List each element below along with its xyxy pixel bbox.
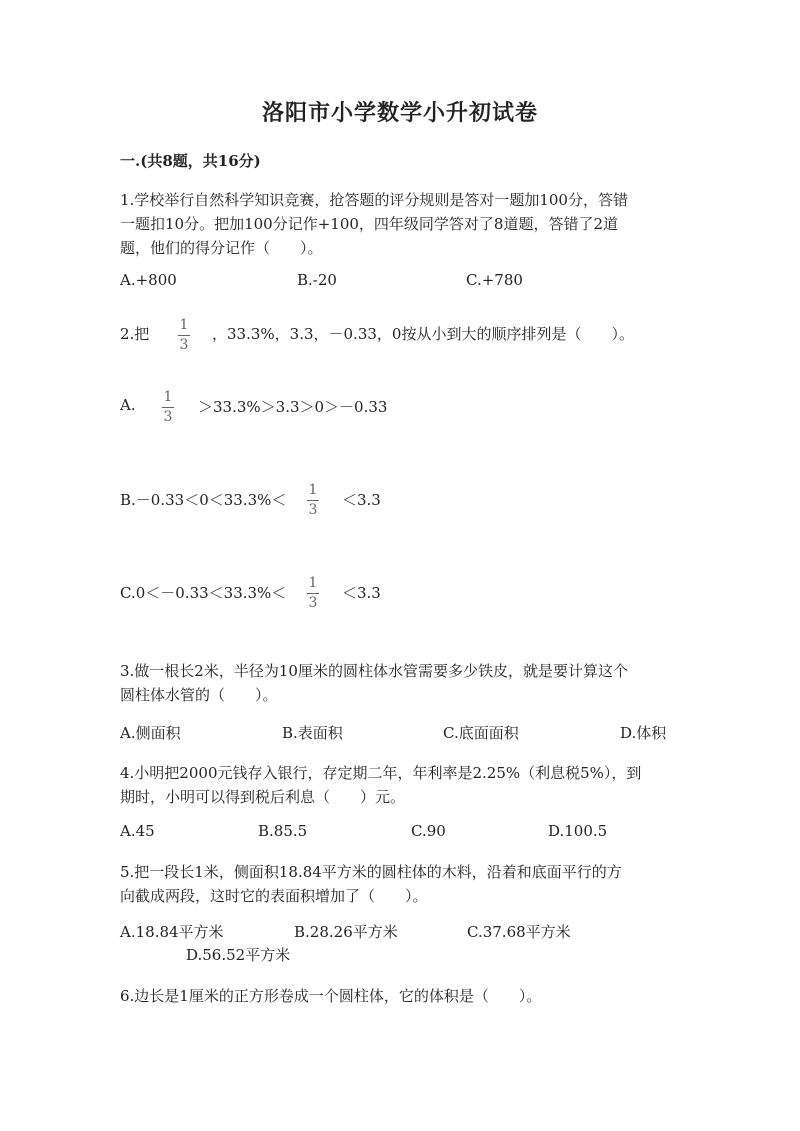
fraction-denominator: 3 (179, 337, 189, 353)
question-4-line-1: 4.小明把2000元钱存入银行，存定期二年，年利率是2.25%（利息税5%），到 (120, 764, 642, 782)
fraction-denominator: 3 (308, 502, 318, 518)
question-5-option-b: B.28.26平方米 (294, 923, 398, 941)
fraction-denominator: 3 (163, 409, 173, 425)
question-1-line-1: 1.学校举行自然科学知识竞赛，抢答题的评分规则是答对一题加100分，答错 (120, 191, 628, 209)
question-5-option-a: A.18.84平方米 (120, 923, 224, 941)
question-2-text: ，33.3%，3.3，－0.33，0按从小到大的顺序排列是（ ）。 (212, 325, 634, 343)
question-1-option-a: A.+800 (120, 271, 177, 289)
question-3-line-1: 3.做一根长2米，半径为10厘米的圆柱体水管需要多少铁皮，就是要计算这个 (120, 662, 628, 680)
exam-title: 洛阳市小学数学小升初试卷 (261, 100, 538, 126)
question-5-option-c: C.37.68平方米 (467, 923, 571, 941)
question-2-option-c-label: C.0＜－0.33＜33.3%＜ (120, 584, 287, 602)
section-heading: 一.(共8题，共16分) (120, 152, 261, 170)
question-2-option-a-text: ＞33.3%＞3.3＞0＞－0.33 (198, 398, 388, 416)
fraction-bar (307, 500, 319, 501)
question-2-option-a-label: A. (120, 396, 136, 414)
question-3-line-2: 圆柱体水管的（ ）。 (120, 686, 278, 704)
fraction-one-third (306, 576, 320, 611)
fraction-bar (307, 593, 319, 594)
question-5-option-d: D.56.52平方米 (186, 946, 291, 964)
fraction-numerator: 1 (308, 482, 318, 498)
fraction-bar (162, 407, 174, 408)
question-4-option-a: A.45 (120, 822, 155, 840)
question-2-option-b-label: B.－0.33＜0＜33.3%＜ (120, 491, 287, 509)
fraction-numerator: 1 (179, 317, 189, 333)
question-4-option-b: B.85.5 (258, 822, 308, 840)
question-3-option-a: A.侧面积 (120, 724, 181, 742)
question-2-prefix: 2.把 (120, 325, 150, 343)
question-6-line-1: 6.边长是1厘米的正方形卷成一个圆柱体，它的体积是（ ）。 (120, 987, 542, 1005)
question-4-option-c: C.90 (411, 822, 446, 840)
question-2-option-c-text: ＜3.3 (342, 584, 381, 602)
fraction-bar (178, 335, 190, 336)
question-3-option-b: B.表面积 (282, 724, 343, 742)
question-2-option-b-text: ＜3.3 (342, 491, 381, 509)
fraction-denominator: 3 (308, 595, 318, 611)
question-3-option-d: D.体积 (620, 724, 667, 742)
question-1-line-3: 题，他们的得分记作（ ）。 (120, 239, 323, 257)
question-4-option-d: D.100.5 (548, 822, 608, 840)
question-5-line-1: 5.把一段长1米，侧面积18.84平方米的圆柱体的木料，沿着和底面平行的方 (120, 863, 622, 881)
fraction-one-third (161, 390, 175, 425)
question-1-option-b: B.-20 (297, 271, 337, 289)
fraction-one-third (306, 483, 320, 518)
fraction-numerator: 1 (308, 575, 318, 591)
question-3-option-c: C.底面面积 (443, 724, 519, 742)
fraction-one-third (177, 318, 191, 353)
question-1-option-c: C.+780 (466, 271, 523, 289)
fraction-numerator: 1 (163, 389, 173, 405)
question-4-line-2: 期时，小明可以得到税后利息（ ）元。 (120, 788, 406, 806)
question-5-line-2: 向截成两段，这时它的表面积增加了（ ）。 (120, 887, 428, 905)
question-1-line-2: 一题扣10分。把加100分记作+100，四年级同学答对了8道题，答错了2道 (120, 215, 619, 233)
